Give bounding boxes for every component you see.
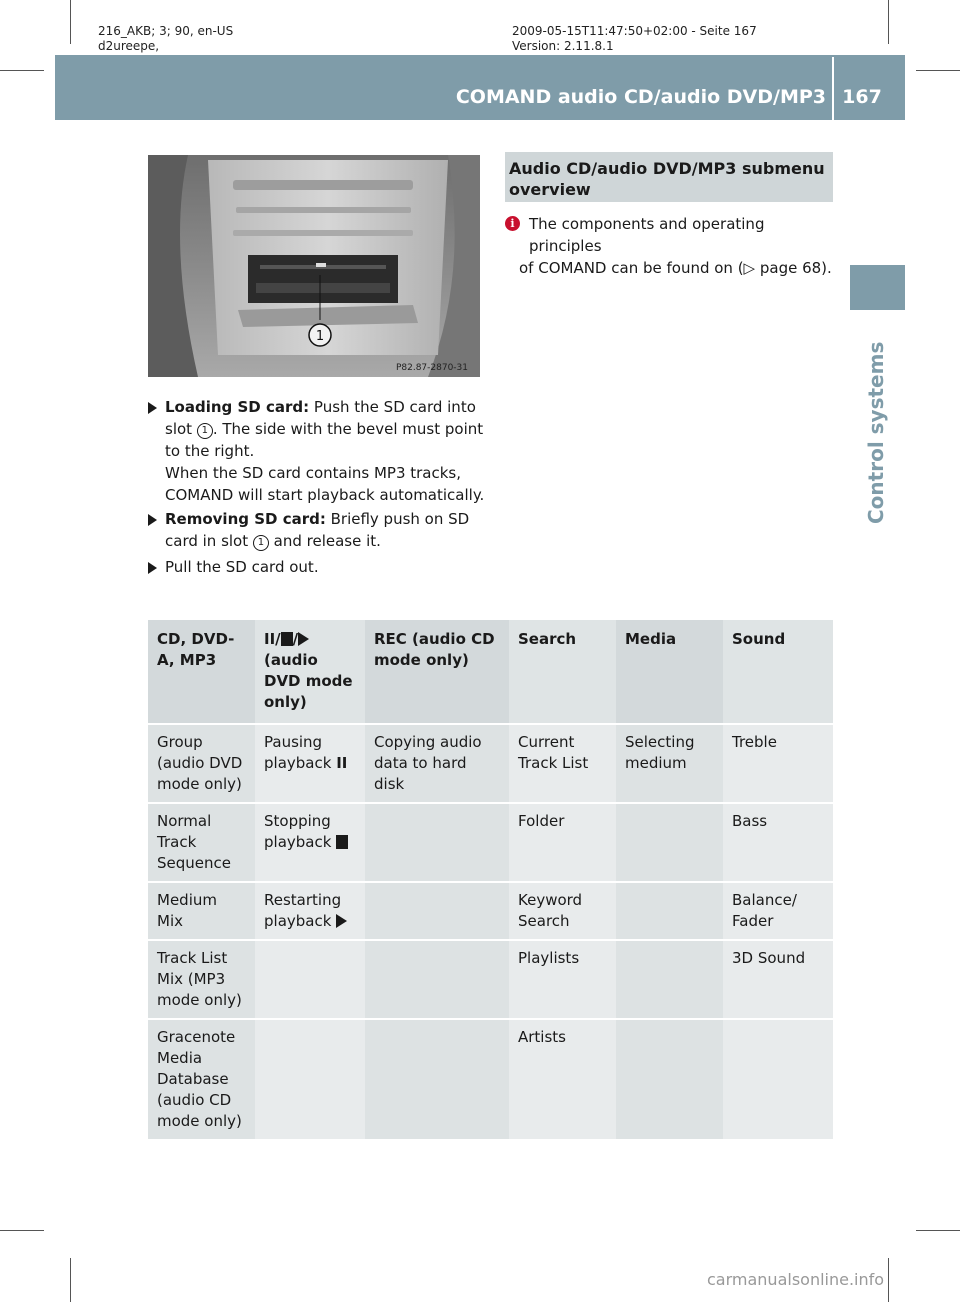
cell-text: Pausing playback [264, 733, 332, 772]
meta-timestamp: 2009-05-15T11:47:50+02:00 - Seite 167 [512, 24, 757, 38]
instruction-pull [148, 556, 488, 578]
table-cell [365, 803, 509, 882]
instruction-text: When the SD card contains MP3 tracks, COMAND will start playback automatically. [165, 464, 485, 504]
table-cell: Folder [509, 803, 616, 882]
instruction-heading: Removing SD card: [165, 510, 326, 528]
chapter-label: Control systems [864, 341, 888, 524]
header-search: Search [509, 620, 616, 724]
table-cell: Bass [723, 803, 833, 882]
photo-callout: 1 [315, 329, 325, 344]
cell-text: Stopping playback [264, 812, 332, 851]
table-cell: Treble [723, 724, 833, 803]
play-icon [298, 632, 309, 646]
instruction-text: and release it. [268, 532, 381, 550]
table-row [148, 940, 833, 1019]
table-cell [255, 882, 365, 940]
table-cell: Selecting medium [616, 724, 723, 803]
table-cell [616, 882, 723, 940]
table-row [148, 1019, 833, 1140]
header-rec: REC (audio CD mode only) [365, 620, 509, 724]
table-cell [255, 724, 365, 803]
meta-job: 216_AKB; 3; 90, en-US [98, 24, 234, 38]
page-number: 167 [842, 86, 882, 108]
pause-icon: II [336, 754, 348, 772]
table-row [148, 724, 833, 803]
table-row [148, 803, 833, 882]
crop-mark [916, 1230, 960, 1231]
instruction-arrow-icon [148, 562, 157, 574]
sd-slot-photo [148, 155, 480, 377]
table-cell: Normal Track Sequence [148, 803, 255, 882]
instruction-text: Push the SD card into slot [165, 398, 476, 438]
table-cell: Copying audio data to hard disk [365, 724, 509, 803]
play-icon [336, 914, 347, 928]
crop-mark [70, 0, 71, 44]
page-ref-arrow-icon: ▷ [743, 259, 756, 277]
print-meta-left [98, 24, 233, 54]
table-cell [723, 1019, 833, 1140]
info-line: page 68). [755, 259, 832, 277]
cell-text: Restarting playback [264, 891, 342, 930]
pause-icon: II [264, 630, 276, 648]
watermark: carmanualsonline.info [707, 1270, 885, 1289]
table-row [148, 882, 833, 940]
callout-number: 1 [197, 423, 213, 439]
table-cell: Track List Mix (MP3 mode only) [148, 940, 255, 1019]
instruction-text: . The side with the bevel must point to the right. [165, 420, 484, 460]
table-cell: Current Track List [509, 724, 616, 803]
instruction-text: Pull the SD card out. [165, 558, 319, 576]
table-cell [255, 803, 365, 882]
chapter-tab [850, 265, 905, 310]
photo-code: P82.87-2870-31 [395, 363, 468, 373]
meta-code: d2ureepe, [98, 39, 160, 53]
crop-mark [70, 1258, 71, 1302]
instruction-arrow-icon [148, 514, 157, 526]
crop-mark [888, 1258, 889, 1302]
stop-icon [281, 632, 293, 646]
table-cell: Group (audio DVD mode only) [148, 724, 255, 803]
section-heading: Audio CD/audio DVD/MP3 submenu overview [509, 159, 825, 199]
table-cell: Medium Mix [148, 882, 255, 940]
table-cell [255, 940, 365, 1019]
table-cell: Playlists [509, 940, 616, 1019]
instruction-heading: Loading SD card: [165, 398, 310, 416]
info-note [519, 213, 839, 279]
instruction-remove [148, 508, 488, 552]
header-media: Media [616, 620, 723, 724]
callout-number: 1 [253, 535, 269, 551]
crop-mark [916, 70, 960, 71]
info-icon: i [505, 216, 520, 231]
table-cell: Artists [509, 1019, 616, 1140]
page-title: COMAND audio CD/audio DVD/MP3 [455, 86, 826, 108]
info-line: of COMAND can be found on ( [519, 259, 744, 277]
header-sound: Sound [723, 620, 833, 724]
header-mode-note: (audio DVD mode only) [264, 651, 353, 711]
instruction-arrow-icon [148, 402, 157, 414]
crop-mark [0, 70, 44, 71]
header-cd-dvd-mp3: CD, DVD-A, MP3 [148, 620, 255, 724]
table-cell [616, 803, 723, 882]
header-playback-controls: II/ / (audio DVD mode only) [255, 620, 365, 724]
info-line: The components and operating principles [529, 215, 765, 255]
table-cell [365, 882, 509, 940]
header-divider [832, 57, 834, 120]
stop-icon [336, 835, 348, 849]
table-header-row [148, 620, 833, 724]
crop-mark [888, 0, 889, 44]
table-cell: Gracenote Media Database (audio CD mode only) [148, 1019, 255, 1140]
table-cell: 3D Sound [723, 940, 833, 1019]
table-cell [365, 940, 509, 1019]
table-cell: Keyword Search [509, 882, 616, 940]
table-cell [616, 1019, 723, 1140]
table-cell: Balance/ Fader [723, 882, 833, 940]
table-cell [255, 1019, 365, 1140]
submenu-table [148, 620, 833, 1141]
crop-mark [0, 1230, 44, 1231]
instruction-text: Briefly push on SD card in slot [165, 510, 470, 550]
table-cell [365, 1019, 509, 1140]
table-cell [616, 940, 723, 1019]
meta-version: Version: 2.11.8.1 [512, 39, 614, 53]
print-meta-right [512, 24, 757, 54]
instruction-load [148, 396, 488, 506]
